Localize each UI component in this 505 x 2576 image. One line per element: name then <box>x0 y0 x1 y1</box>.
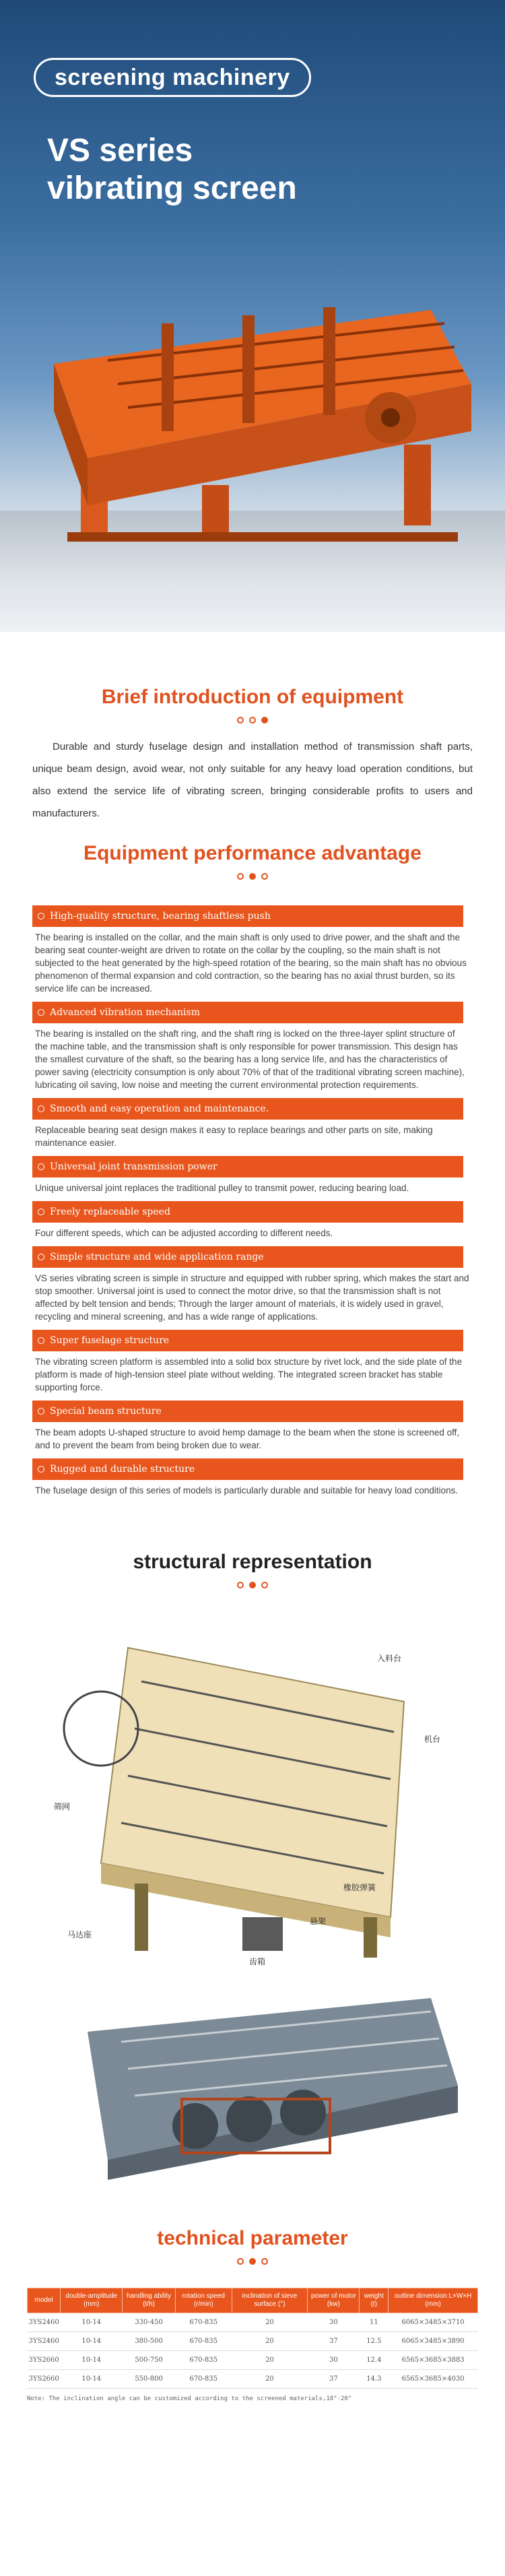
label-spring: 橡胶弹簧 <box>343 1883 376 1892</box>
advantage-text: The bearing is installed on the collar, and the main shaft is only used to drive power, and the shaft and the bearing seat counter-weight are driven to rotate on the collar by the coupling, so the main shaft is not subjected to the heat generated by the high-speed rotation of the bearing, so the main shaft has no obvious phenomenon of thermal expansion and cold contraction, so the bearing has no axial thrust burden, so its service life can be increased. <box>35 932 467 994</box>
header-power: power of motor (kw) <box>308 2288 360 2313</box>
hero-banner <box>0 0 505 632</box>
advantage-text: The bearing is installed on the shaft ring, and the shaft ring is locked on the three-layer splint structure of the machine table, and the transmission shaft is only responsible for power transmission. This design has the smallest curvature of the shaft, so the bearing has a long service life, and has the characteristics of power saving (electricity consumption is only about 70% of that of the traditional vibrating screen machine), lubricating oil saving, low noise and meeting the current environmental protection requirements. <box>35 1029 465 1090</box>
advantage-text: The fuselage design of this series of models is particularly durable and suitable for heavy load conditions. <box>35 1485 459 1495</box>
table-row <box>28 2351 478 2370</box>
advantage-text: Unique universal joint replaces the traditional pulley to transmit power, reducing bearing load. <box>35 1183 409 1193</box>
structure-title: structural representation <box>133 1551 372 1573</box>
table-cell: 670-835 <box>175 2351 232 2370</box>
divider-dots <box>0 717 505 723</box>
category-badge: screening machinery <box>34 58 311 97</box>
vibrating-screen-product-image <box>27 283 485 566</box>
divider-dots <box>0 1582 505 1588</box>
advantage-heading: Smooth and easy operation and maintenance. <box>32 1098 463 1120</box>
table-cell: 20 <box>232 2370 308 2389</box>
structure-diagram <box>0 1621 505 1971</box>
advantage-heading: High-quality structure, bearing shaftless push <box>32 905 463 927</box>
table-cell: 6065×3485×3710 <box>389 2313 478 2332</box>
hero-title-line1: VS series <box>47 133 193 168</box>
advantage-text: Replaceable bearing seat design makes it easy to replace bearings and other parts on site, making maintenance easier. <box>35 1125 433 1148</box>
table-header-row <box>28 2288 478 2313</box>
header-inclination: inclination of sieve surface (°) <box>232 2288 308 2313</box>
advantage-item <box>32 1156 473 1197</box>
table-row <box>28 2370 478 2389</box>
advantage-item <box>32 1330 473 1396</box>
table-cell: 14.3 <box>360 2370 389 2389</box>
table-cell: 30 <box>308 2351 360 2370</box>
label-screen: 筛网 <box>54 1802 71 1811</box>
header-amplitude: double-amplitude (mm) <box>61 2288 123 2313</box>
advantage-heading: Rugged and durable structure <box>32 1458 463 1480</box>
table-cell: 30 <box>308 2313 360 2332</box>
divider-dots <box>0 873 505 880</box>
advantage-text: The beam adopts U-shaped structure to avoid hemp damage to the beam when the stone is screened off, and to prevent the beam from being broken due to wear. <box>35 1427 460 1450</box>
intro-text: Durable and sturdy fuselage design and installation method of transmission shaft parts, unique beam design, avoid wear, not only suitable for any heavy load operation conditions, but also extend the service life of vibrating screen, bringing considerable profits to users and manufacturers. <box>32 741 473 819</box>
params-table <box>27 2288 478 2389</box>
advantage-text: Four different speeds, which can be adjusted according to different needs. <box>35 1228 333 1238</box>
table-cell: 3YS2660 <box>28 2370 61 2389</box>
table-cell: 20 <box>232 2332 308 2351</box>
label-feed: 入料台 <box>377 1654 402 1663</box>
table-cell: 3YS2460 <box>28 2313 61 2332</box>
params-note: Note: The inclination angle can be customized according to the screened materials,18°-20° <box>27 2395 352 2402</box>
params-title: technical parameter <box>157 2227 348 2249</box>
table-cell: 10-14 <box>61 2332 123 2351</box>
divider-dots <box>0 2258 505 2265</box>
table-cell: 10-14 <box>61 2351 123 2370</box>
header-capacity: handling ability (t/h) <box>123 2288 176 2313</box>
table-row <box>28 2313 478 2332</box>
header-dimension: outline dimension L×W×H (mm) <box>389 2288 478 2313</box>
table-cell: 20 <box>232 2351 308 2370</box>
table-cell: 20 <box>232 2313 308 2332</box>
label-support: 悬架 <box>310 1917 327 1926</box>
advantage-heading: Super fuselage structure <box>32 1330 463 1351</box>
advantage-item <box>32 905 473 998</box>
table-cell: 6065×3485×3890 <box>389 2332 478 2351</box>
intro-section <box>0 736 505 825</box>
advantage-item <box>32 1458 473 1500</box>
advantage-heading: Freely replaceable speed <box>32 1201 463 1223</box>
header-model: model <box>28 2288 61 2313</box>
advantage-heading: Universal joint transmission power <box>32 1156 463 1178</box>
table-cell: 12.4 <box>360 2351 389 2370</box>
table-cell: 37 <box>308 2332 360 2351</box>
table-cell: 37 <box>308 2370 360 2389</box>
hero-title-line2: vibrating screen <box>47 170 297 206</box>
header-weight: weight (t) <box>360 2288 389 2313</box>
advantage-item <box>32 1201 473 1242</box>
table-cell: 330-450 <box>123 2313 176 2332</box>
advantage-heading: Advanced vibration mechanism <box>32 1002 463 1023</box>
intro-title: Brief introduction of equipment <box>101 686 404 708</box>
advantages-list <box>0 905 505 1500</box>
table-cell: 500-750 <box>123 2351 176 2370</box>
label-motor: 马达座 <box>67 1930 92 1939</box>
table-cell: 10-14 <box>61 2370 123 2389</box>
table-cell: 550-800 <box>123 2370 176 2389</box>
table-cell: 670-835 <box>175 2370 232 2389</box>
advantage-text: VS series vibrating screen is simple in structure and equipped with rubber spring, which makes the start and stop smoother. Universal joint is used to connect the motor drive, so that the transmission shaft is not affected by belt tension and bends; Through the larger amount of materials, it is widely used in gravel, recycling and mineral screening, and has a wide range of applications. <box>35 1273 469 1322</box>
table-cell: 10-14 <box>61 2313 123 2332</box>
advantage-text: The vibrating screen platform is assembled into a solid box structure by rivet lock, and the side plate of the platform is made of high-tension steel plate without welding. The integrated screen bracket has stable supporting force. <box>35 1357 463 1392</box>
table-cell: 3YS2460 <box>28 2332 61 2351</box>
table-cell: 380-500 <box>123 2332 176 2351</box>
label-frame: 机台 <box>424 1735 441 1744</box>
table-cell: 670-835 <box>175 2313 232 2332</box>
table-row <box>28 2332 478 2351</box>
table-cell: 11 <box>360 2313 389 2332</box>
table-cell: 6565×3685×4030 <box>389 2370 478 2389</box>
advantage-heading: Special beam structure <box>32 1400 463 1422</box>
product-photo-svg <box>27 1978 478 2180</box>
table-cell: 670-835 <box>175 2332 232 2351</box>
header-speed: rotation speed (r/min) <box>175 2288 232 2313</box>
advantage-item <box>32 1246 473 1326</box>
advantage-item <box>32 1098 473 1152</box>
structure-diagram-svg <box>27 1621 478 1971</box>
advantage-item <box>32 1400 473 1454</box>
advantage-item <box>32 1002 473 1094</box>
label-guard: 齿箱 <box>249 1957 266 1966</box>
hero-title <box>47 132 297 207</box>
advantage-heading: Simple structure and wide application range <box>32 1246 463 1268</box>
product-photo <box>0 1978 505 2180</box>
advantages-title: Equipment performance advantage <box>83 842 422 864</box>
table-cell: 6565×3685×3883 <box>389 2351 478 2370</box>
table-cell: 3YS2660 <box>28 2351 61 2370</box>
table-cell: 12.5 <box>360 2332 389 2351</box>
